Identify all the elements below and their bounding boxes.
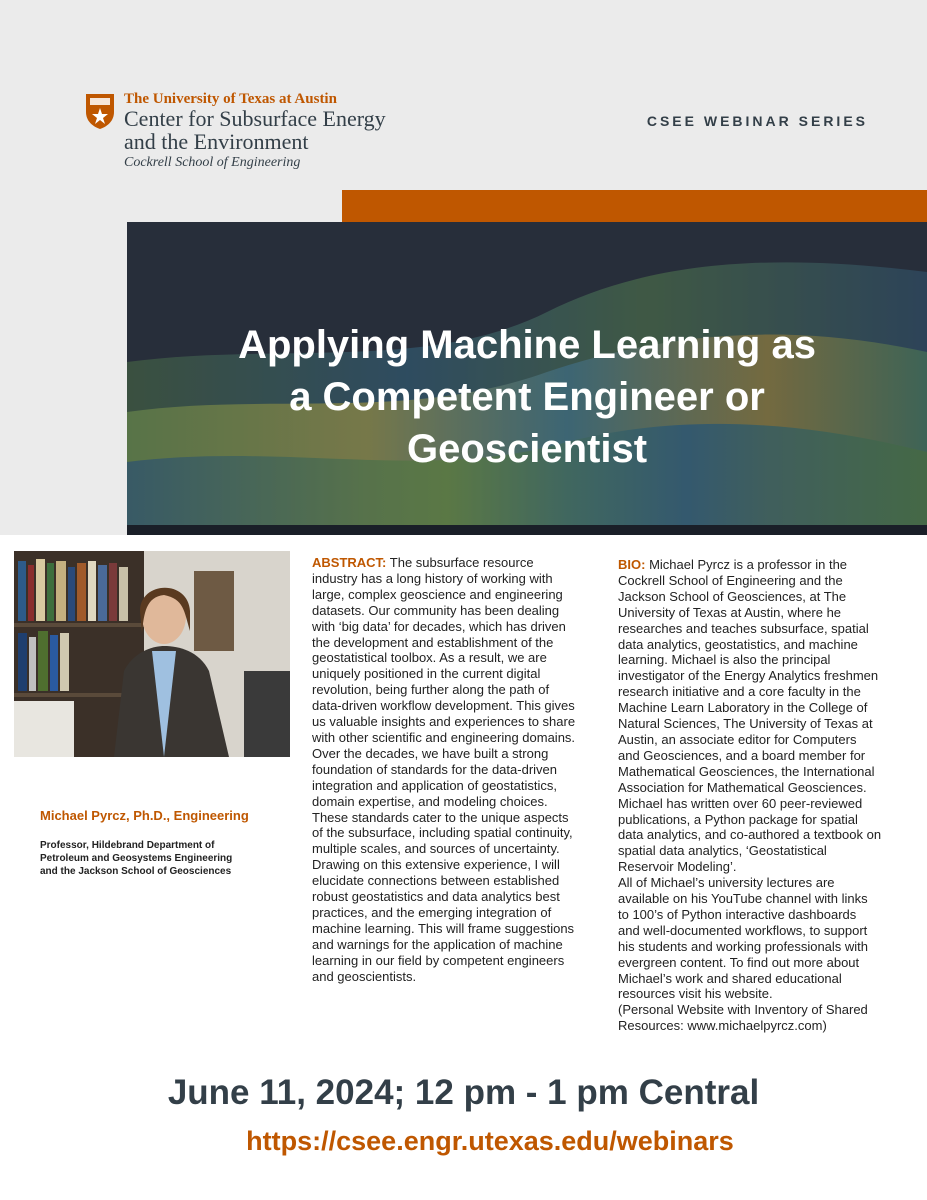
bio-section (618, 557, 918, 1034)
bio-line: and well-documented workflows, to support (618, 922, 868, 938)
abstract-line: practices, and the emerging integration of (312, 904, 552, 920)
speaker-title-line: Professor, Hildebrand Department of (40, 840, 215, 851)
abstract-line: learning in our field by competent engineers (312, 952, 565, 968)
webinar-link[interactable]: https://csee.engr.utexas.edu/webinars (246, 1126, 734, 1156)
abstract-label: ABSTRACT: (312, 555, 387, 570)
title-line: Applying Machine Learning as (238, 323, 816, 367)
bio-line: data analytics, geostatistics, and machine (618, 636, 858, 652)
center-name-line1: Center for Subsurface Energy (124, 106, 386, 131)
abstract-line: large, complex geoscience and engineering (312, 586, 563, 602)
bio-line: University of Texas at Austin, where he (618, 604, 842, 620)
bio-first-line (618, 557, 918, 573)
webinar-series-label: CSEE WEBINAR SERIES (646, 113, 868, 129)
abstract-line: datasets. Our community has been dealing (312, 602, 560, 618)
abstract-line: industry has a long history of working with (312, 570, 553, 586)
bio-line: All of Michael’s university lectures are (618, 875, 835, 891)
abstract-line: the development and establishment of the (312, 634, 554, 650)
ut-shield-icon (84, 92, 116, 130)
bio-line: Resources: www.michaelpyrcz.com) (618, 1018, 827, 1034)
bio-line: Jackson School of Geosciences, at The (618, 588, 847, 604)
abstract-line: and geoscientists. (312, 968, 417, 984)
abstract-line: foundation of standards for the data-driven (312, 761, 557, 777)
speaker-name: Michael Pyrcz, Ph.D., Engineering (40, 808, 249, 823)
speaker-title-line: and the Jackson School of Geosciences (40, 866, 232, 877)
hero-banner (127, 222, 927, 535)
bio-line: Reservoir Modeling’. (618, 859, 737, 875)
abstract-line: multiple scales, and sources of uncertainty. (312, 841, 560, 857)
bio-line: spatial data analytics, ‘Geostatistical (618, 843, 827, 859)
bio-line: Michael’s work and shared educational (618, 970, 842, 986)
abstract-line: domain expertise, and modeling choices. (312, 793, 548, 809)
bio-line: and Geosciences, and a board member for (618, 747, 866, 763)
speaker-title (40, 839, 280, 878)
school-name: Cockrell School of Engineering (124, 155, 301, 170)
speaker-photo (14, 551, 290, 757)
event-date-time: June 11, 2024; 12 pm - 1 pm Central (167, 1073, 760, 1112)
bio-line: Cockrell School of Engineering and the (618, 572, 843, 588)
bio-line: his students and working professionals with (618, 938, 869, 954)
bio-line: to 100’s of Python interactive dashboards (618, 906, 857, 922)
bio-line: Machine Learn Laboratory in the College of (618, 700, 868, 716)
abstract-first-line (312, 555, 602, 571)
abstract-line: integration and application of geostatistics, (312, 777, 557, 793)
speaker-portrait-image (14, 551, 290, 757)
abstract-line: robust geostatistics and data analytics best (312, 889, 560, 905)
abstract-line: of the subsurface, including spatial continuity, (312, 825, 573, 841)
bio-line: researches and teaches subsurface, spatial (618, 620, 869, 636)
abstract-line: data-driven workflow development. This gives (312, 698, 575, 714)
bio-line: available on his YouTube channel with links (618, 891, 868, 907)
abstract-line: with ‘big data’ for decades, which has driven (312, 618, 566, 634)
abstract-line: us valuable insights and experiences to share (312, 714, 576, 730)
abstract-line: Over the decades, we have built a strong (312, 745, 549, 761)
bio-line: learning. Michael is also the principal (618, 652, 831, 668)
bio-line: (Personal Website with Inventory of Shared (618, 1002, 868, 1018)
bio-text: Michael Pyrcz is a professor in the (645, 557, 848, 572)
webinar-title (127, 319, 927, 475)
abstract-text: The subsurface resource (386, 555, 534, 570)
abstract-line: Drawing on this extensive experience, I will (312, 857, 560, 873)
abstract-line: These standards cater to the unique aspects (312, 809, 569, 825)
bio-line: publications, a Python package for spatial (618, 811, 858, 827)
abstract-line: machine learning. This will frame suggestions (312, 920, 575, 936)
abstract-line: elucidate connections between established (312, 873, 560, 889)
bio-line: resources visit his website. (618, 986, 773, 1002)
bio-line: Natural Sciences, The University of Texas at (618, 716, 873, 732)
speaker-title-line: Petroleum and Geosystems Engineering (40, 853, 233, 864)
title-line: Geoscientist (406, 427, 648, 471)
bio-line: Association for Mathematical Geosciences. (618, 779, 867, 795)
bio-line: Mathematical Geosciences, the International (618, 763, 875, 779)
abstract-line: uniquely positioned in the current digital (312, 666, 541, 682)
accent-bar (342, 190, 927, 222)
center-name-line2: and the Environment (124, 129, 309, 154)
university-name: The University of Texas at Austin (124, 91, 337, 107)
abstract-section (312, 555, 602, 984)
abstract-line: geostatistical toolbox. As a result, we are (312, 650, 547, 666)
bio-line: Michael has written over 60 peer-reviewed (618, 795, 863, 811)
bio-line: evergreen content. To find out more about (618, 954, 860, 970)
bio-line: research initiative and a core faculty in the (618, 684, 861, 700)
bio-label: BIO: (618, 557, 646, 572)
abstract-line: with other scientific and engineering domains. (312, 729, 576, 745)
bio-line: data analytics, and co-authored a textbook on (618, 827, 882, 843)
title-line: a Competent Engineer or (289, 375, 765, 419)
abstract-line: revolution, being further along the path of (312, 682, 550, 698)
abstract-line: and warnings for the application of machine (312, 936, 563, 952)
bio-line: investigator of the Energy Analytics freshmen (618, 668, 879, 684)
bio-line: Austin, an associate editor for Computers (618, 731, 857, 747)
